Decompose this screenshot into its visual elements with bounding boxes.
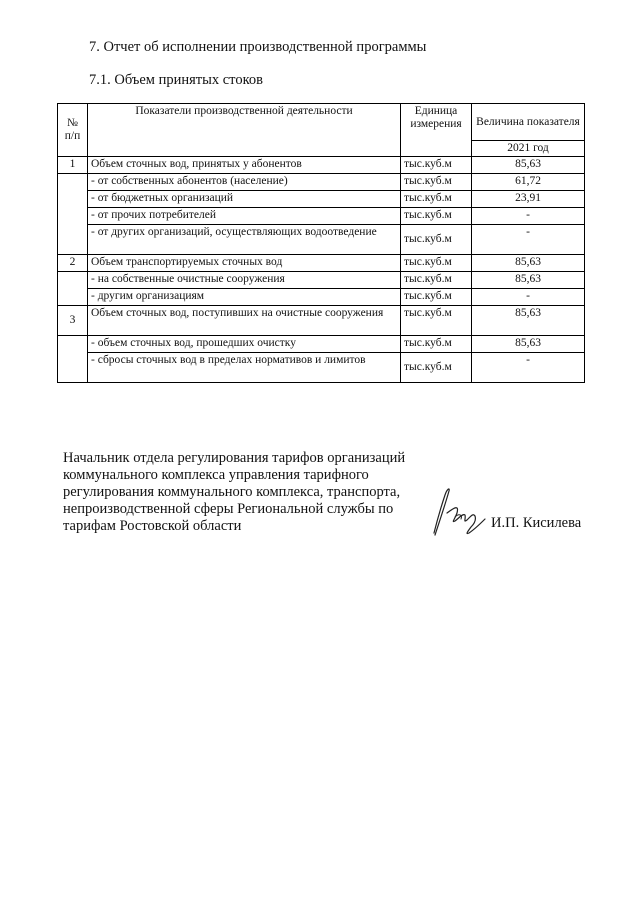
row-unit: тыс.куб.м (401, 190, 472, 207)
row-indicator: - от прочих потребителей (88, 207, 401, 224)
row-value: 85,63 (472, 271, 585, 288)
handwritten-signature (425, 483, 487, 539)
row-num: 2 (58, 254, 88, 271)
row-unit: тыс.куб.м (401, 271, 472, 288)
row-value: - (472, 207, 585, 224)
row-indicator: - другим организациям (88, 288, 401, 305)
row-num (58, 173, 88, 254)
header-indicator: Показатели производственной деятельности (88, 104, 401, 157)
table-row (58, 288, 585, 305)
row-value: - (472, 352, 585, 382)
row-indicator: - от собственных абонентов (население) (88, 173, 401, 190)
row-indicator: Объем транспортируемых сточных вод (88, 254, 401, 271)
table-row (58, 207, 585, 224)
row-value: 61,72 (472, 173, 585, 190)
signatory-name: И.П. Кисилева (491, 515, 582, 531)
row-value: 85,63 (472, 156, 585, 173)
table-row (58, 271, 585, 288)
row-indicator: Объем сточных вод, принятых у абонентов (88, 156, 401, 173)
row-num (58, 271, 88, 305)
table-row (58, 224, 585, 254)
table-row (58, 156, 585, 173)
table-row (58, 335, 585, 352)
header-num: № п/п (58, 104, 88, 157)
row-value: 85,63 (472, 335, 585, 352)
row-value: - (472, 224, 585, 254)
section-heading: 7. Отчет об исполнении производственной программы (89, 39, 427, 55)
row-value: 85,63 (472, 305, 585, 335)
row-indicator: - на собственные очистные сооружения (88, 271, 401, 288)
row-value: - (472, 288, 585, 305)
row-num: 1 (58, 156, 88, 173)
row-unit: тыс.куб.м (401, 224, 472, 254)
subsection-heading: 7.1. Объем принятых стоков (89, 72, 263, 88)
row-unit: тыс.куб.м (401, 156, 472, 173)
table-row (58, 352, 585, 382)
row-unit: тыс.куб.м (401, 305, 472, 335)
header-unit: Единица измерения (401, 104, 472, 157)
table-row (58, 305, 585, 335)
header-value: Величина показателя (472, 104, 585, 141)
header-year: 2021 год (472, 141, 585, 157)
row-unit: тыс.куб.м (401, 173, 472, 190)
row-indicator: - от бюджетных организаций (88, 190, 401, 207)
row-unit: тыс.куб.м (401, 254, 472, 271)
signatory-position: Начальник отдела регулирования тарифов организаций коммунального комплекса управления тарифного регулирования коммунального комплекса, транспорта, непроизводственной сферы Региональной службы по тарифам Ростовской области (63, 450, 406, 534)
row-indicator: - от других организаций, осуществляющих водоотведение (88, 224, 401, 254)
table-row (58, 190, 585, 207)
table-row (58, 173, 585, 190)
row-num (58, 335, 88, 382)
row-value: 23,91 (472, 190, 585, 207)
row-unit: тыс.куб.м (401, 352, 472, 382)
row-indicator: Объем сточных вод, поступивших на очистные сооружения (88, 305, 401, 335)
wastewater-volume-table (57, 103, 585, 383)
row-indicator: - сбросы сточных вод в пределах нормативов и лимитов (88, 352, 401, 382)
row-unit: тыс.куб.м (401, 335, 472, 352)
row-unit: тыс.куб.м (401, 207, 472, 224)
table-row (58, 254, 585, 271)
row-unit: тыс.куб.м (401, 288, 472, 305)
row-indicator: - объем сточных вод, прошедших очистку (88, 335, 401, 352)
row-value: 85,63 (472, 254, 585, 271)
row-num: 3 (58, 305, 88, 335)
